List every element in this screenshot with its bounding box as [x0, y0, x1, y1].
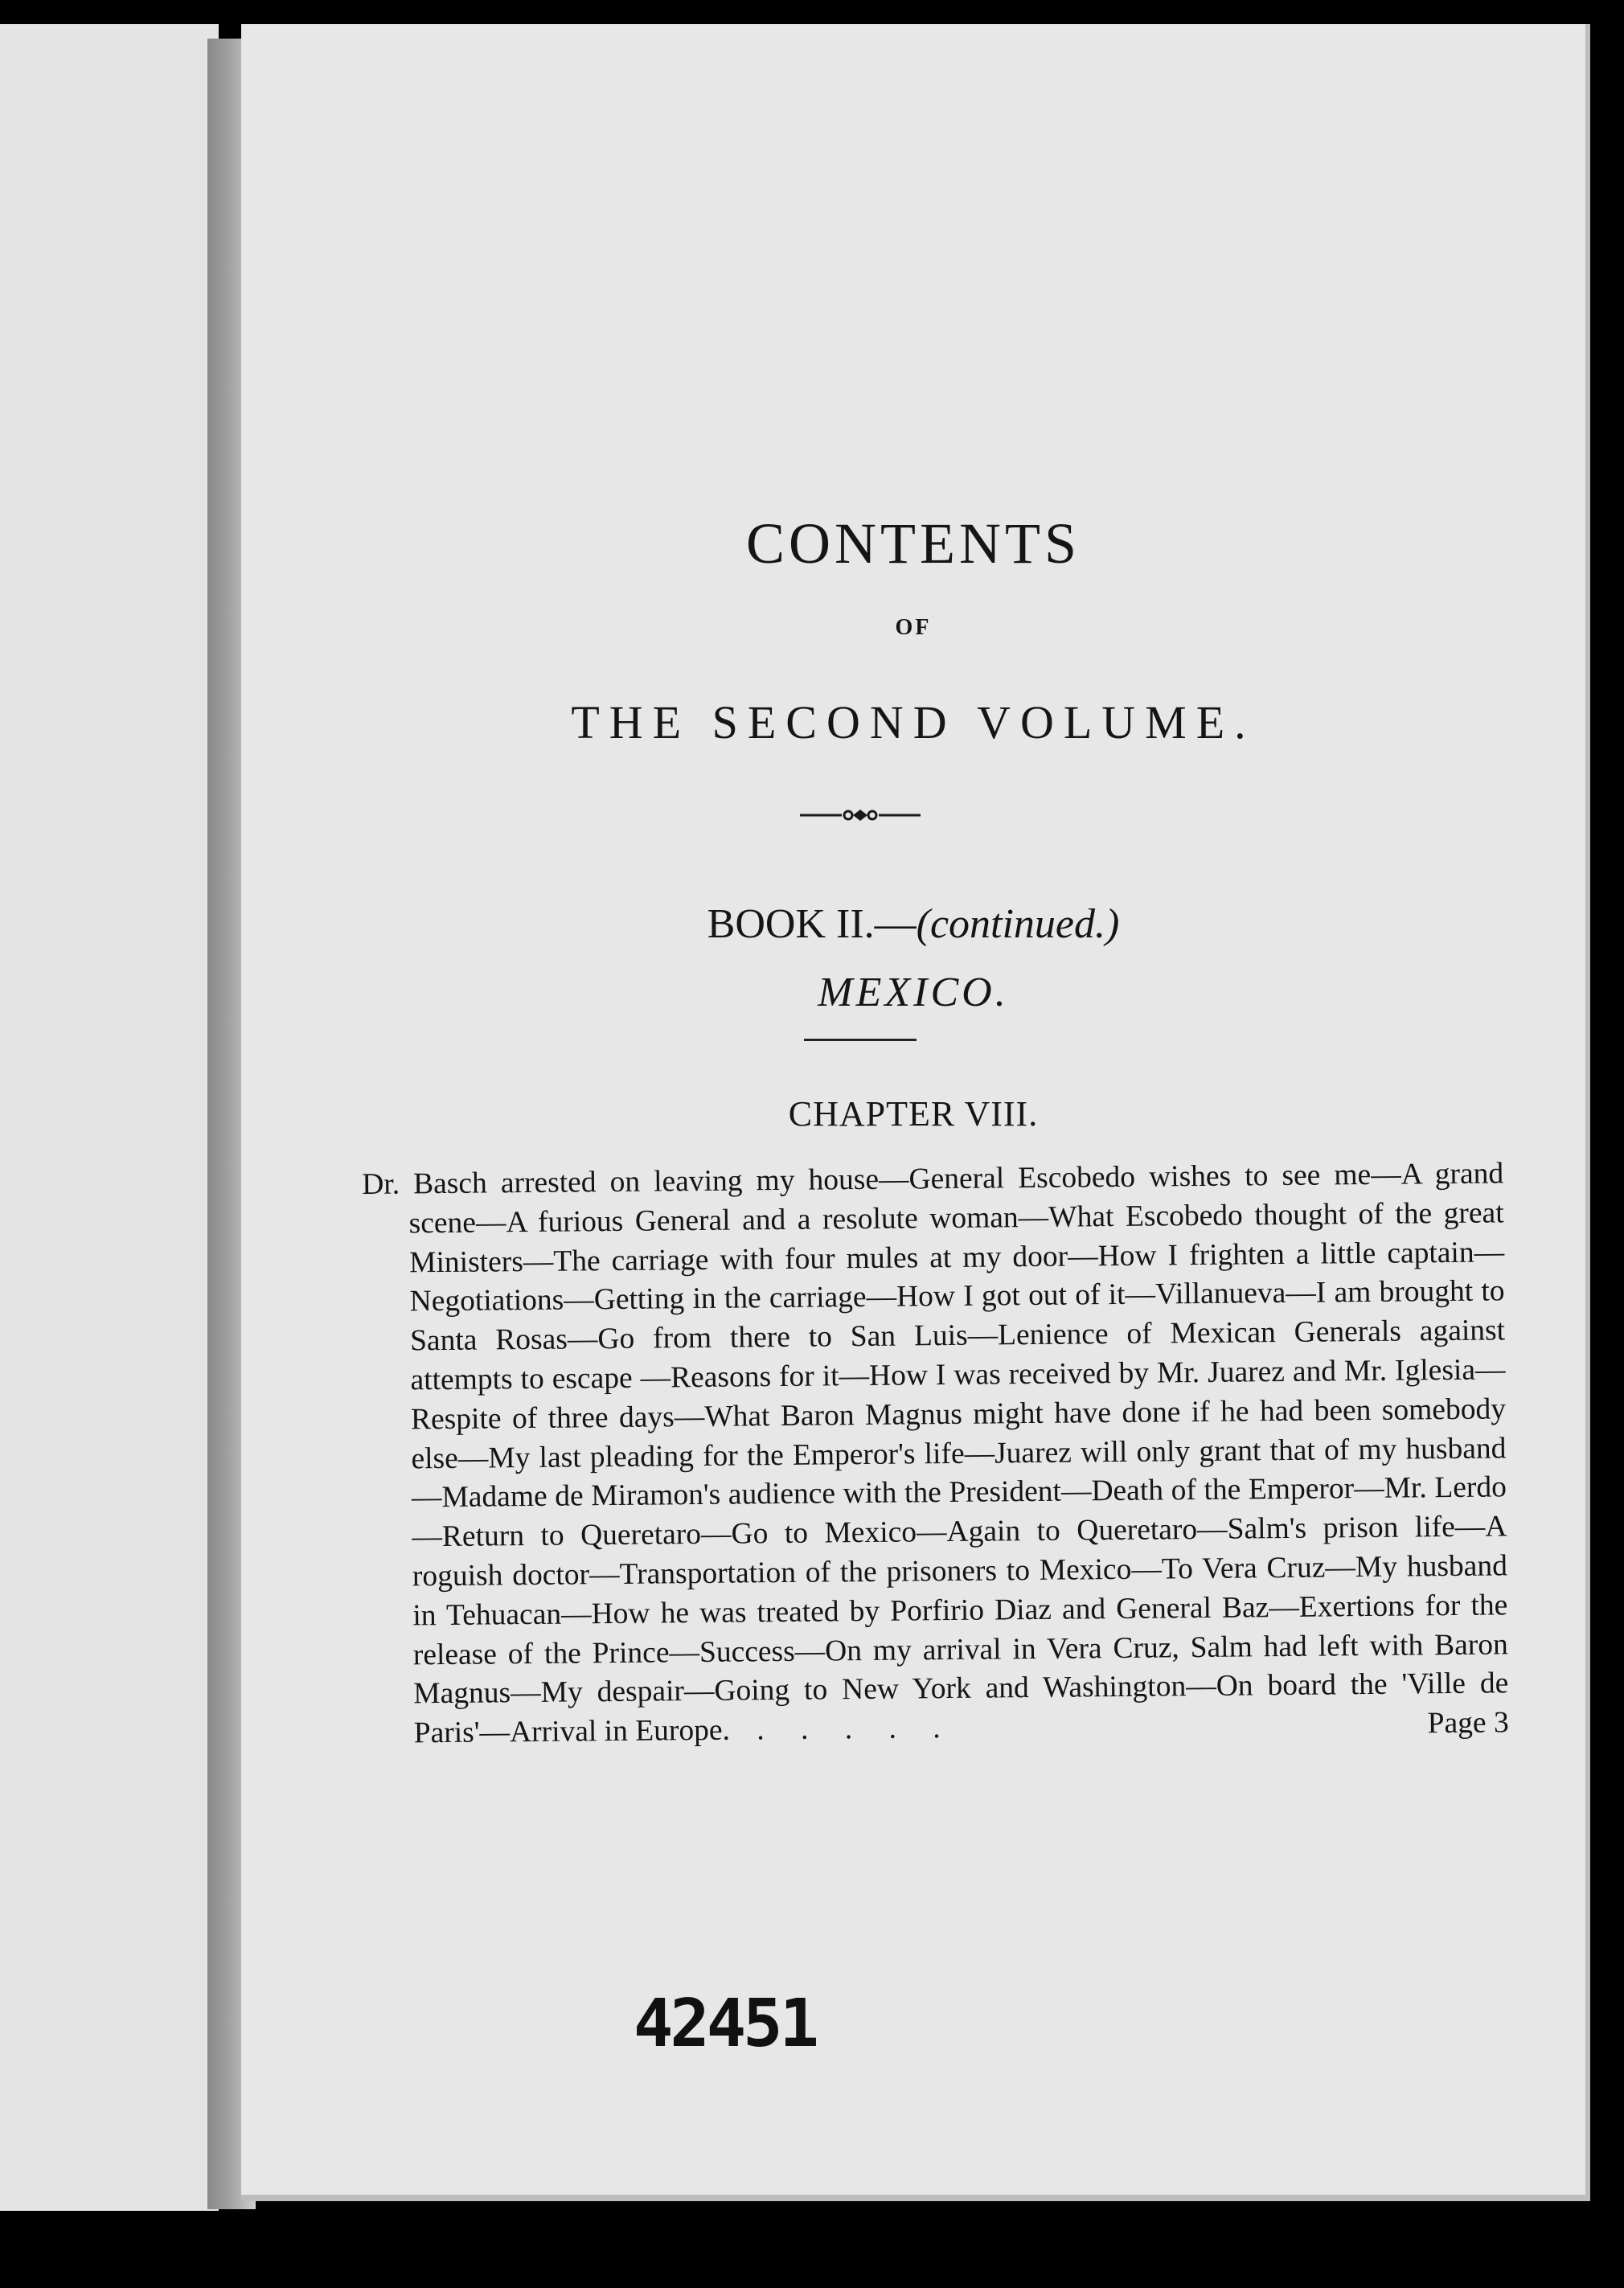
chapter-title: CHAPTER VIII.: [788, 1094, 1039, 1134]
contents-of-word: OF: [895, 615, 932, 640]
chapter-summary: [362, 1154, 1509, 1754]
book-country: MEXICO.: [818, 970, 1009, 1015]
book-continued: (continued.): [916, 901, 1120, 947]
short-rule-divider: [804, 1039, 917, 1041]
book-label: BOOK II.—: [707, 901, 917, 947]
chapter-summary-text: Dr. Basch arrested on leaving my house—General Escobedo wishes to see me—A grand scene—A furious General and a resolute woman—What Escobedo thought of the great Ministers—The carriage with four mules at my door—How I frighten a little captain—Negotiations—Getting in the carriage—How I got out of it—Villanueva—I am brought to Santa Rosas—Go from there to San Luis—Lenience of Mexican Generals against attempts to escape —Reasons for it—How I was received by Mr. Juarez and Mr. Iglesia—Respite of three days—What Baron Magnus might have done if he had been somebody else—My last pleading for the Emperor's life—Juarez will only grant that of my husband—Madame de Miramon's audience with the President—Death of the Emperor—Mr. Lerdo—Return to Queretaro—Go to Mexico—Again to Queretaro—Salm's prison life—A roguish doctor—Transportation of the prisoners to Mexico—To Vera Cruz—My husband in Tehuacan—How he was treated by Porfirio Diaz and General Baz—Exertions for the release of the Prince—Success—On my arrival in Vera Cruz, Salm had left with Baron Magnus—My despair—Going to New York and Washington—On board the 'Ville de Paris'—Arrival in Europe.: [362, 1157, 1509, 1750]
left-page-edge: [0, 24, 219, 2211]
dot-leaders: . . . . .: [757, 1712, 955, 1747]
ornament-divider-icon: [800, 804, 921, 826]
contents-page: [241, 24, 1590, 2201]
book-heading: [241, 900, 1585, 948]
volume-title: THE SECOND VOLUME.: [571, 696, 1256, 748]
library-stamp-number: 42451: [634, 1986, 816, 2062]
chapter-page-reference: Page 3: [1427, 1706, 1509, 1741]
contents-title: CONTENTS: [746, 511, 1081, 576]
